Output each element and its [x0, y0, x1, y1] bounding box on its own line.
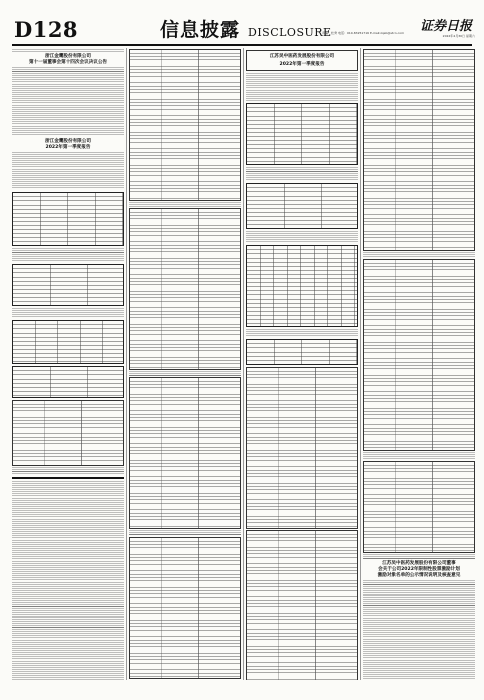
notice-body-text	[12, 602, 124, 680]
notice-header-lines	[12, 49, 124, 52]
financial-table	[246, 183, 358, 229]
financial-table	[363, 461, 475, 553]
section-title-english: DISCLOSURE	[248, 26, 332, 39]
column-3	[246, 48, 358, 680]
report-company-name: 浙江金鹰股份有限公司	[45, 139, 91, 144]
cash-flow-table	[129, 377, 241, 529]
cash-flow-table	[363, 49, 475, 251]
report-title-box	[246, 50, 358, 71]
income-statement-table	[129, 208, 241, 370]
notice-heading-line-1: 江苏吴中医药发展股份有限公司董事	[382, 561, 456, 566]
column-2	[129, 48, 241, 680]
table-footnote	[363, 452, 475, 460]
notice-body-text	[363, 580, 475, 680]
table-notes	[12, 308, 124, 318]
table-notes	[12, 248, 124, 262]
report-company-name: 江苏吴中医药发展股份有限公司	[269, 54, 335, 59]
editor-contact-line: 责编：杜秀 电话：010-83251716 E-mail:zqsb@stcn.com	[322, 31, 404, 35]
section-text	[12, 467, 124, 475]
notice-header-lines	[363, 554, 475, 559]
column-divider	[243, 48, 244, 680]
newspaper-logo: 证券日报	[420, 19, 473, 34]
shareholder-table	[12, 400, 124, 466]
notice-company-name: 浙江金鹰股份有限公司	[45, 54, 91, 59]
financial-table	[12, 264, 124, 306]
table-notes	[246, 329, 358, 337]
table-footnote	[129, 202, 241, 207]
financial-table	[12, 192, 124, 246]
report-heading: 2022年第一季度报告	[45, 145, 91, 150]
section-text	[246, 231, 358, 243]
table-footnote	[129, 371, 241, 376]
report-body-text	[246, 73, 358, 101]
notice-heading: 第十一届董事会第十四次会议决议公告	[28, 60, 108, 65]
shareholder-table	[12, 320, 124, 364]
column-4	[363, 48, 475, 680]
report-body-text	[12, 152, 124, 190]
cash-flow-table	[363, 259, 475, 451]
issue-date: 2022年4月30日 星期六	[442, 34, 475, 38]
notice-body-text	[12, 481, 124, 601]
table-notes	[246, 167, 358, 181]
notice-heading-line-2: 会关于公司2022年限制性股票激励计划	[378, 567, 460, 572]
financial-table	[12, 366, 124, 398]
page-number: D128	[14, 17, 79, 42]
financial-table	[246, 103, 358, 165]
section-separator	[12, 477, 124, 479]
balance-sheet-table	[129, 49, 241, 201]
report-heading: 2022年第一季度报告	[279, 62, 325, 67]
column-1	[12, 48, 124, 680]
table-footnote	[363, 252, 475, 258]
notice-heading-line-3: 激励对象名单的公示情况说明及核查意见	[377, 573, 461, 578]
income-statement-table	[246, 530, 358, 680]
report-title	[12, 139, 124, 151]
masthead	[12, 17, 475, 46]
financial-table	[246, 339, 358, 365]
section-title: 信息披露	[160, 19, 241, 41]
column-divider	[126, 48, 127, 680]
notice-body-text	[12, 67, 124, 135]
notice-title	[363, 561, 475, 579]
shareholder-table	[246, 245, 358, 327]
column-divider	[360, 48, 361, 680]
notice-title	[12, 54, 124, 66]
table-footnote	[129, 530, 241, 536]
cash-flow-table	[129, 537, 241, 679]
balance-sheet-table	[246, 367, 358, 529]
